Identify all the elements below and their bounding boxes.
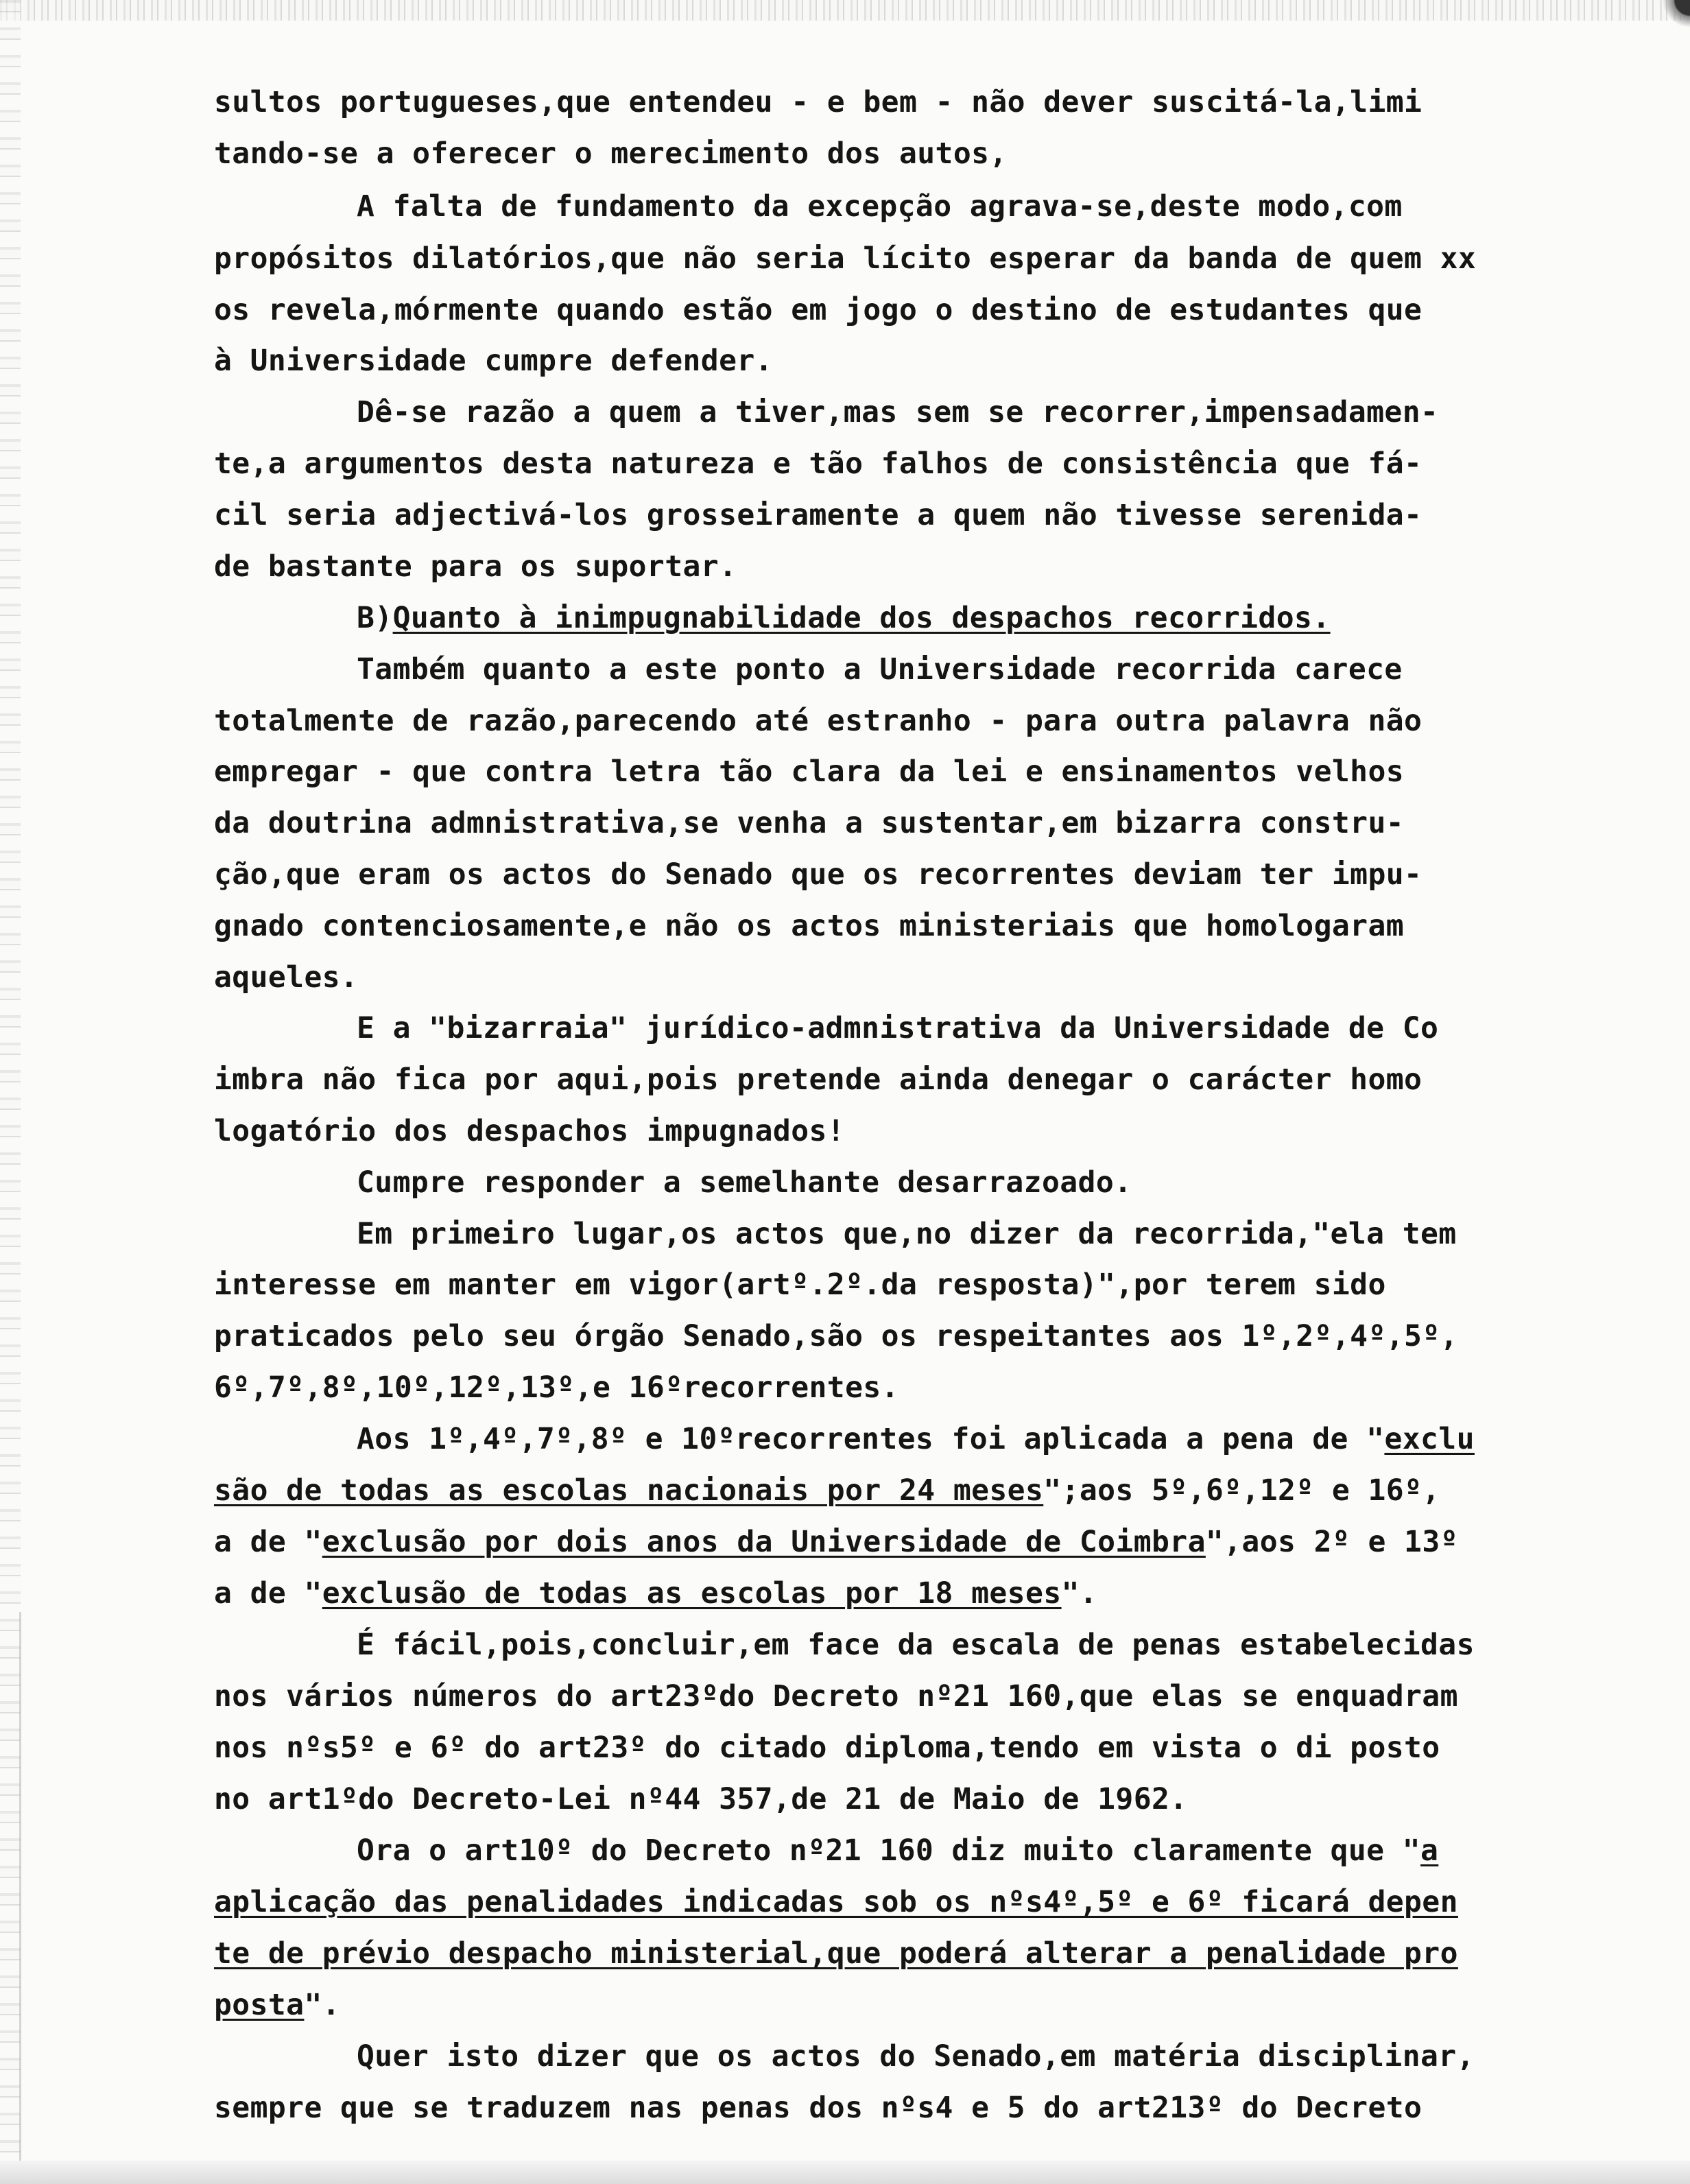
text-line: da doutrina admnistrativa,se venha a sustentar,em bizarra constru-: [214, 806, 1405, 840]
text-line: sempre que se traduzem nas penas dos nºs4 e 5 do art213º do Decreto: [214, 2091, 1423, 2125]
text-line: nos vários números do art23ºdo Decreto nº21 160,que elas se enquadram: [214, 1679, 1458, 1713]
text-line: [357, 1833, 1439, 1868]
text-line: [214, 1988, 341, 2022]
text-line: [214, 1576, 1098, 1611]
text-line: aqueles.: [214, 960, 359, 995]
text-segment: Ora o art10º do Decreto nº21 160 diz muito claramente que ": [357, 1833, 1421, 1868]
text-line: totalmente de razão,parecendo até estranho - para outra palavra não: [214, 704, 1423, 738]
text-line: cil seria adjectivá-los grosseiramente a quem não tivesse serenida-: [214, 498, 1423, 532]
text-line: É fácil,pois,concluir,em face da escala de penas estabelecidas: [357, 1628, 1475, 1662]
text-line: à Universidade cumpre defender.: [214, 344, 773, 378]
text-segment: a de ": [214, 1525, 322, 1559]
text-segment: ".: [304, 1988, 341, 2022]
text-line: A falta de fundamento da excepção agrava-se,deste modo,com: [357, 189, 1403, 224]
section-heading-title: Quanto à inimpugnabilidade dos despachos recorridos.: [392, 601, 1331, 635]
text-line: Cumpre responder a semelhante desarrazoado.: [357, 1165, 1132, 1200]
text-line: de bastante para os suportar.: [214, 549, 737, 584]
underlined-quote: exclusão de todas as escolas por 18 meses: [322, 1576, 1062, 1611]
text-line: propósitos dilatórios,que não seria lícito esperar da banda de quem xx: [214, 241, 1477, 276]
underlined-quote: posta: [214, 1988, 305, 2022]
text-line: no art1ºdo Decreto-Lei nº44 357,de 21 de Maio de 1962.: [214, 1782, 1188, 1816]
text-segment: ",aos 2º e 13º: [1205, 1525, 1458, 1559]
underlined-quote: são de todas as escolas nacionais por 24 meses: [214, 1473, 1044, 1508]
text-line: logatório dos despachos impugnados!: [214, 1114, 846, 1148]
text-line: [214, 1936, 1458, 1971]
underlined-quote: exclu: [1384, 1422, 1475, 1456]
text-line: praticados pelo seu órgão Senado,são os respeitantes aos 1º,2º,4º,5º,: [214, 1319, 1458, 1353]
text-line: ção,que eram os actos do Senado que os recorrentes deviam ter impu-: [214, 857, 1423, 892]
text-line: Quer isto dizer que os actos do Senado,em matéria disciplinar,: [357, 2039, 1475, 2074]
text-line: gnado contenciosamente,e não os actos ministeriais que homologaram: [214, 909, 1405, 943]
text-line: E a "bizarraia" jurídico-admnistrativa da Universidade de Co: [357, 1011, 1439, 1045]
underlined-quote: te de prévio despacho ministerial,que poderá alterar a penalidade pro: [214, 1936, 1458, 1971]
text-line: tando-se a oferecer o merecimento dos autos,: [214, 136, 1008, 171]
text-line: empregar - que contra letra tão clara da lei e ensinamentos velhos: [214, 755, 1405, 789]
text-segment: ".: [1061, 1576, 1098, 1611]
text-line: [214, 1473, 1440, 1508]
underlined-quote: a: [1420, 1833, 1439, 1868]
text-line: nos nºs5º e 6º do art23º do citado diploma,tendo em vista o di posto: [214, 1731, 1440, 1765]
text-line: Dê-se razão a quem a tiver,mas sem se recorrer,impensadamen-: [357, 395, 1439, 429]
text-line: 6º,7º,8º,10º,12º,13º,e 16ºrecorrentes.: [214, 1370, 899, 1405]
section-heading-prefix: B): [357, 601, 393, 635]
text-line: interesse em manter em vigor(artº.2º.da resposta)",por terem sido: [214, 1268, 1386, 1302]
text-line: os revela,mórmente quando estão em jogo o destino de estudantes que: [214, 293, 1423, 327]
text-line: [214, 1885, 1458, 1919]
text-line: Em primeiro lugar,os actos que,no dizer da recorrida,"ela tem: [357, 1217, 1457, 1251]
text-line: sultos portugueses,que entendeu - e bem - não dever suscitá-la,limi: [214, 85, 1423, 119]
text-segment: ";aos 5º,6º,12º e 16º,: [1043, 1473, 1440, 1508]
text-line: [357, 1422, 1475, 1456]
text-line: [214, 1525, 1458, 1559]
text-segment: a de ": [214, 1576, 322, 1611]
text-line: Também quanto a este ponto a Universidade recorrida carece: [357, 652, 1403, 687]
text-segment: Aos 1º,4º,7º,8º e 10ºrecorrentes foi aplicada a pena de ": [357, 1422, 1385, 1456]
underlined-quote: exclusão por dois anos da Universidade de Coimbra: [322, 1525, 1206, 1559]
underlined-quote: aplicação das penalidades indicadas sob os nºs4º,5º e 6º ficará depen: [214, 1885, 1458, 1919]
text-line: imbra não fica por aqui,pois pretende ainda denegar o carácter homo: [214, 1063, 1423, 1097]
text-line: te,a argumentos desta natureza e tão falhos de consistência que fá-: [214, 447, 1423, 481]
section-heading: [357, 601, 1331, 635]
